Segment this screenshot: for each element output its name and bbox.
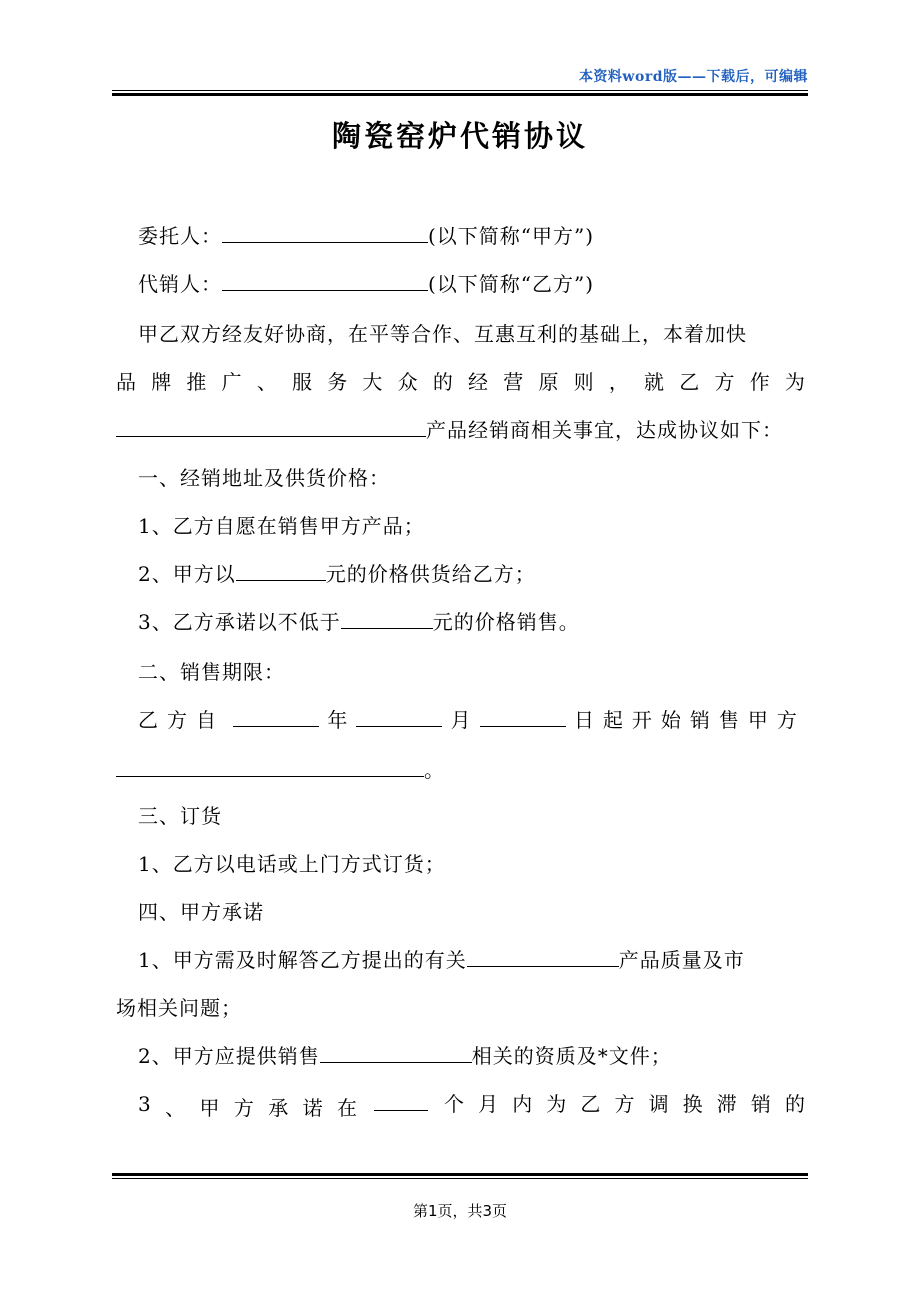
agent-label: 代销人： — [138, 272, 222, 296]
intro-line-2-char: ， — [608, 370, 630, 394]
section4-item2 — [116, 1040, 828, 1069]
item2-suffix: 元的价格供货给乙方； — [325, 562, 536, 586]
item2-prefix: 2、甲方以 — [138, 562, 236, 586]
s4-item3-char: 诺 — [302, 1096, 324, 1120]
intro-line-2-char: 的 — [432, 370, 454, 394]
section4-item1 — [116, 944, 828, 973]
intro-line-3 — [116, 414, 806, 443]
agent-line — [116, 268, 828, 297]
s4-item3-char: 的 — [784, 1092, 806, 1116]
s4-item3-char: 为 — [546, 1092, 568, 1116]
date-prefix: 乙方自 — [138, 708, 225, 732]
principal-suffix: (以下简称“甲方”) — [428, 224, 595, 248]
section3-heading: 三、订货 — [138, 804, 222, 828]
intro-line-2-char: 方 — [714, 370, 736, 394]
principal-label: 委托人： — [138, 224, 222, 248]
item3-prefix: 3、乙方承诺以不低于 — [138, 610, 341, 634]
s4-item3-char: 承 — [268, 1096, 290, 1120]
product-blank — [116, 417, 426, 437]
month-label: 月 — [450, 708, 472, 732]
s4-item3-char: 方 — [614, 1092, 636, 1116]
section1-item2 — [116, 558, 828, 587]
s4-item1-suffix: 产品质量及市 — [618, 948, 745, 972]
s4-item3-char: 月 — [478, 1092, 500, 1116]
s4-item2-prefix: 2、甲方应提供销售 — [138, 1044, 320, 1068]
s4-item3-char: 甲 — [199, 1096, 221, 1120]
date-line-cont — [116, 754, 806, 783]
intro-line-2 — [116, 366, 806, 395]
footer-rule-thin — [112, 1178, 808, 1179]
min-price-blank — [341, 609, 433, 629]
year-blank — [233, 707, 319, 727]
date-line — [116, 704, 806, 733]
s4-item3-char: 销 — [750, 1092, 772, 1116]
intro-line-2-char: 、 — [256, 370, 278, 394]
s4-item2-suffix: 相关的资质及*文件； — [471, 1044, 672, 1068]
intro-line-2-char: 牌 — [151, 370, 173, 394]
product-blank-2 — [116, 757, 424, 777]
intro-line-2-char: 为 — [784, 370, 806, 394]
document-title: 陶瓷窑炉代销协议 — [331, 119, 588, 153]
section1-heading: 一、经销地址及供货价格： — [138, 466, 390, 490]
header-rule-thin — [112, 90, 808, 91]
intro-line-2-char: 原 — [538, 370, 560, 394]
intro-line-2-char: 乙 — [679, 370, 701, 394]
day-blank — [480, 707, 566, 727]
intro-line-2-char: 广 — [221, 370, 243, 394]
intro-line-2-char: 众 — [397, 370, 419, 394]
section1-item3 — [116, 606, 828, 635]
intro-line-3-suffix: 产品经销商相关事宜，达成协议如下： — [426, 418, 783, 442]
intro-line-1: 甲乙双方经友好协商，在平等合作、互惠互利的基础上，本着加快 — [138, 322, 747, 346]
section4-item1-cont: 场相关问题； — [116, 996, 242, 1020]
date-end-mark: 。 — [424, 758, 445, 782]
intro-line-2-char: 作 — [749, 370, 771, 394]
s4-item3-char: 在 — [336, 1096, 358, 1120]
s4-item3-char: 调 — [648, 1092, 670, 1116]
section2-heading: 二、销售期限： — [138, 660, 285, 684]
year-label: 年 — [327, 708, 349, 732]
intro-line-2-char: 品 — [116, 370, 137, 394]
s4-item3-part-b — [444, 1088, 806, 1117]
s4-item3-char: 方 — [233, 1096, 255, 1120]
header-note: 本资料word版——下载后，可编辑 — [578, 69, 808, 85]
s4-item3-char: 滞 — [716, 1092, 738, 1116]
s4-item3-char: 内 — [512, 1092, 534, 1116]
intro-line-2-char: 则 — [573, 370, 595, 394]
intro-line-2-char: 推 — [186, 370, 208, 394]
months-blank — [374, 1091, 428, 1111]
month-blank — [356, 707, 442, 727]
footer-rule-thick — [112, 1173, 808, 1176]
s4-item1-blank — [467, 947, 619, 967]
s4-item1-prefix: 1、甲方需及时解答乙方提出的有关 — [138, 948, 467, 972]
s4-item3-char: 个 — [444, 1092, 465, 1116]
intro-line-2-char: 务 — [327, 370, 349, 394]
s4-item3-part-a — [138, 1092, 358, 1121]
agent-blank — [222, 271, 428, 291]
intro-line-2-char: 营 — [503, 370, 525, 394]
agent-suffix: (以下简称“乙方”) — [428, 272, 595, 296]
section4-item3 — [116, 1088, 806, 1121]
supply-price-blank — [236, 561, 326, 581]
intro-line-2-char: 就 — [644, 370, 666, 394]
s4-item3-char: 、 — [165, 1096, 187, 1120]
header-rule-thick — [112, 93, 808, 96]
s4-item2-blank — [320, 1043, 472, 1063]
principal-blank — [222, 223, 428, 243]
intro-line-2-char: 服 — [292, 370, 314, 394]
s4-item3-char: 换 — [682, 1092, 704, 1116]
item3-suffix: 元的价格销售。 — [432, 610, 580, 634]
section3-item1: 1、乙方以电话或上门方式订货； — [138, 852, 446, 876]
s4-item3-char: 乙 — [580, 1092, 602, 1116]
s4-item3-char: 3 — [138, 1092, 152, 1116]
section4-heading: 四、甲方承诺 — [138, 900, 264, 924]
principal-line — [116, 220, 828, 249]
intro-line-2-char: 经 — [468, 370, 490, 394]
section1-item1: 1、乙方自愿在销售甲方产品； — [138, 514, 425, 538]
date-suffix: 日起开始销售甲方 — [573, 708, 806, 732]
intro-line-2-char: 大 — [362, 370, 384, 394]
page-number: 第1页，共3页 — [412, 1202, 508, 1220]
